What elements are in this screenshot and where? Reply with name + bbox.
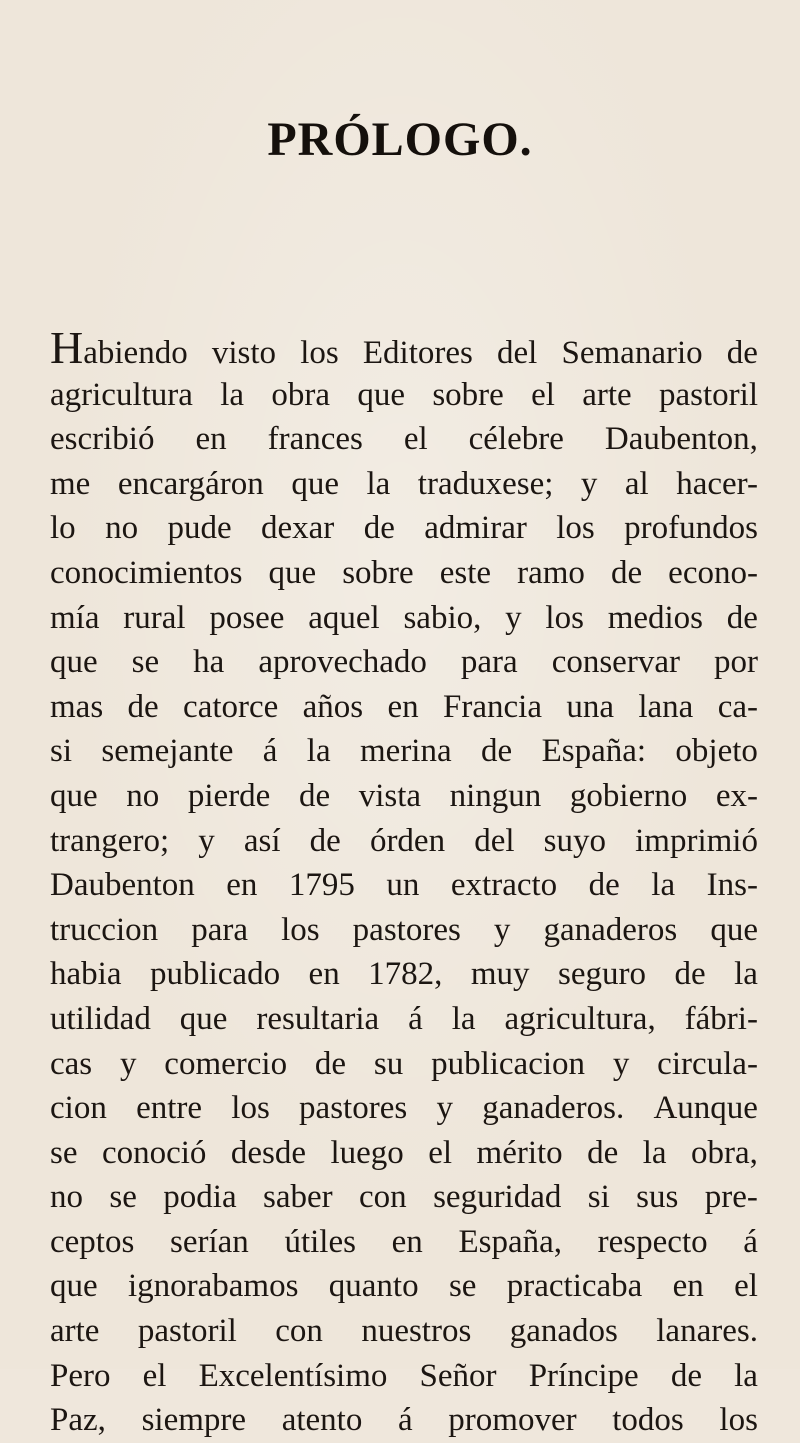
text-line: conocimientos que sobre este ramo de econo- [50, 554, 758, 591]
text-line: que no pierde de vista ningun gobierno ex- [50, 777, 758, 814]
text-line: utilidad que resultaria á la agricultura, fábri- [50, 1000, 758, 1037]
text-line: lo no pude dexar de admirar los profundos [50, 510, 758, 547]
text-line: que se ha aprovechado para conservar por [50, 644, 758, 681]
text-line: escribió en frances el célebre Daubenton, [50, 421, 758, 458]
text-line: no se podia saber con seguridad si sus pre- [50, 1179, 758, 1216]
prologue-text [50, 322, 758, 1443]
text-line: mas de catorce años en Francia una lana ca- [50, 688, 758, 725]
text-line: si semejante á la merina de España: objeto [50, 733, 758, 770]
text-line: arte pastoril con nuestros ganados lanares. [50, 1313, 758, 1350]
text-line: ceptos serían útiles en España, respecto á [50, 1223, 758, 1260]
text-line: se conoció desde luego el mérito de la obra, [50, 1134, 758, 1171]
text-line: trangero; y así de órden del suyo imprimió [50, 822, 758, 859]
text-line: me encargáron que la traduxese; y al hacer- [50, 465, 758, 502]
text-line: Daubenton en 1795 un extracto de la Ins- [50, 867, 758, 904]
text-line: que ignorabamos quanto se practicaba en el [50, 1268, 758, 1305]
text-line: agricultura la obra que sobre el arte pastoril [50, 376, 758, 413]
text-line: Pero el Excelentísimo Señor Príncipe de la [50, 1357, 758, 1394]
text-line: cas y comercio de su publicacion y circula- [50, 1045, 758, 1082]
text-line: cion entre los pastores y ganaderos. Aunque [50, 1090, 758, 1127]
text-line: Habiendo visto los Editores del Semanario de [50, 322, 758, 373]
text-line: Paz, siempre atento á promover todos los [50, 1402, 758, 1439]
text-line: habia publicado en 1782, muy seguro de la [50, 956, 758, 993]
text-line: truccion para los pastores y ganaderos que [50, 911, 758, 948]
text-line: mía rural posee aquel sabio, y los medios de [50, 599, 758, 636]
page-title: PRÓLOGO. [267, 113, 533, 166]
